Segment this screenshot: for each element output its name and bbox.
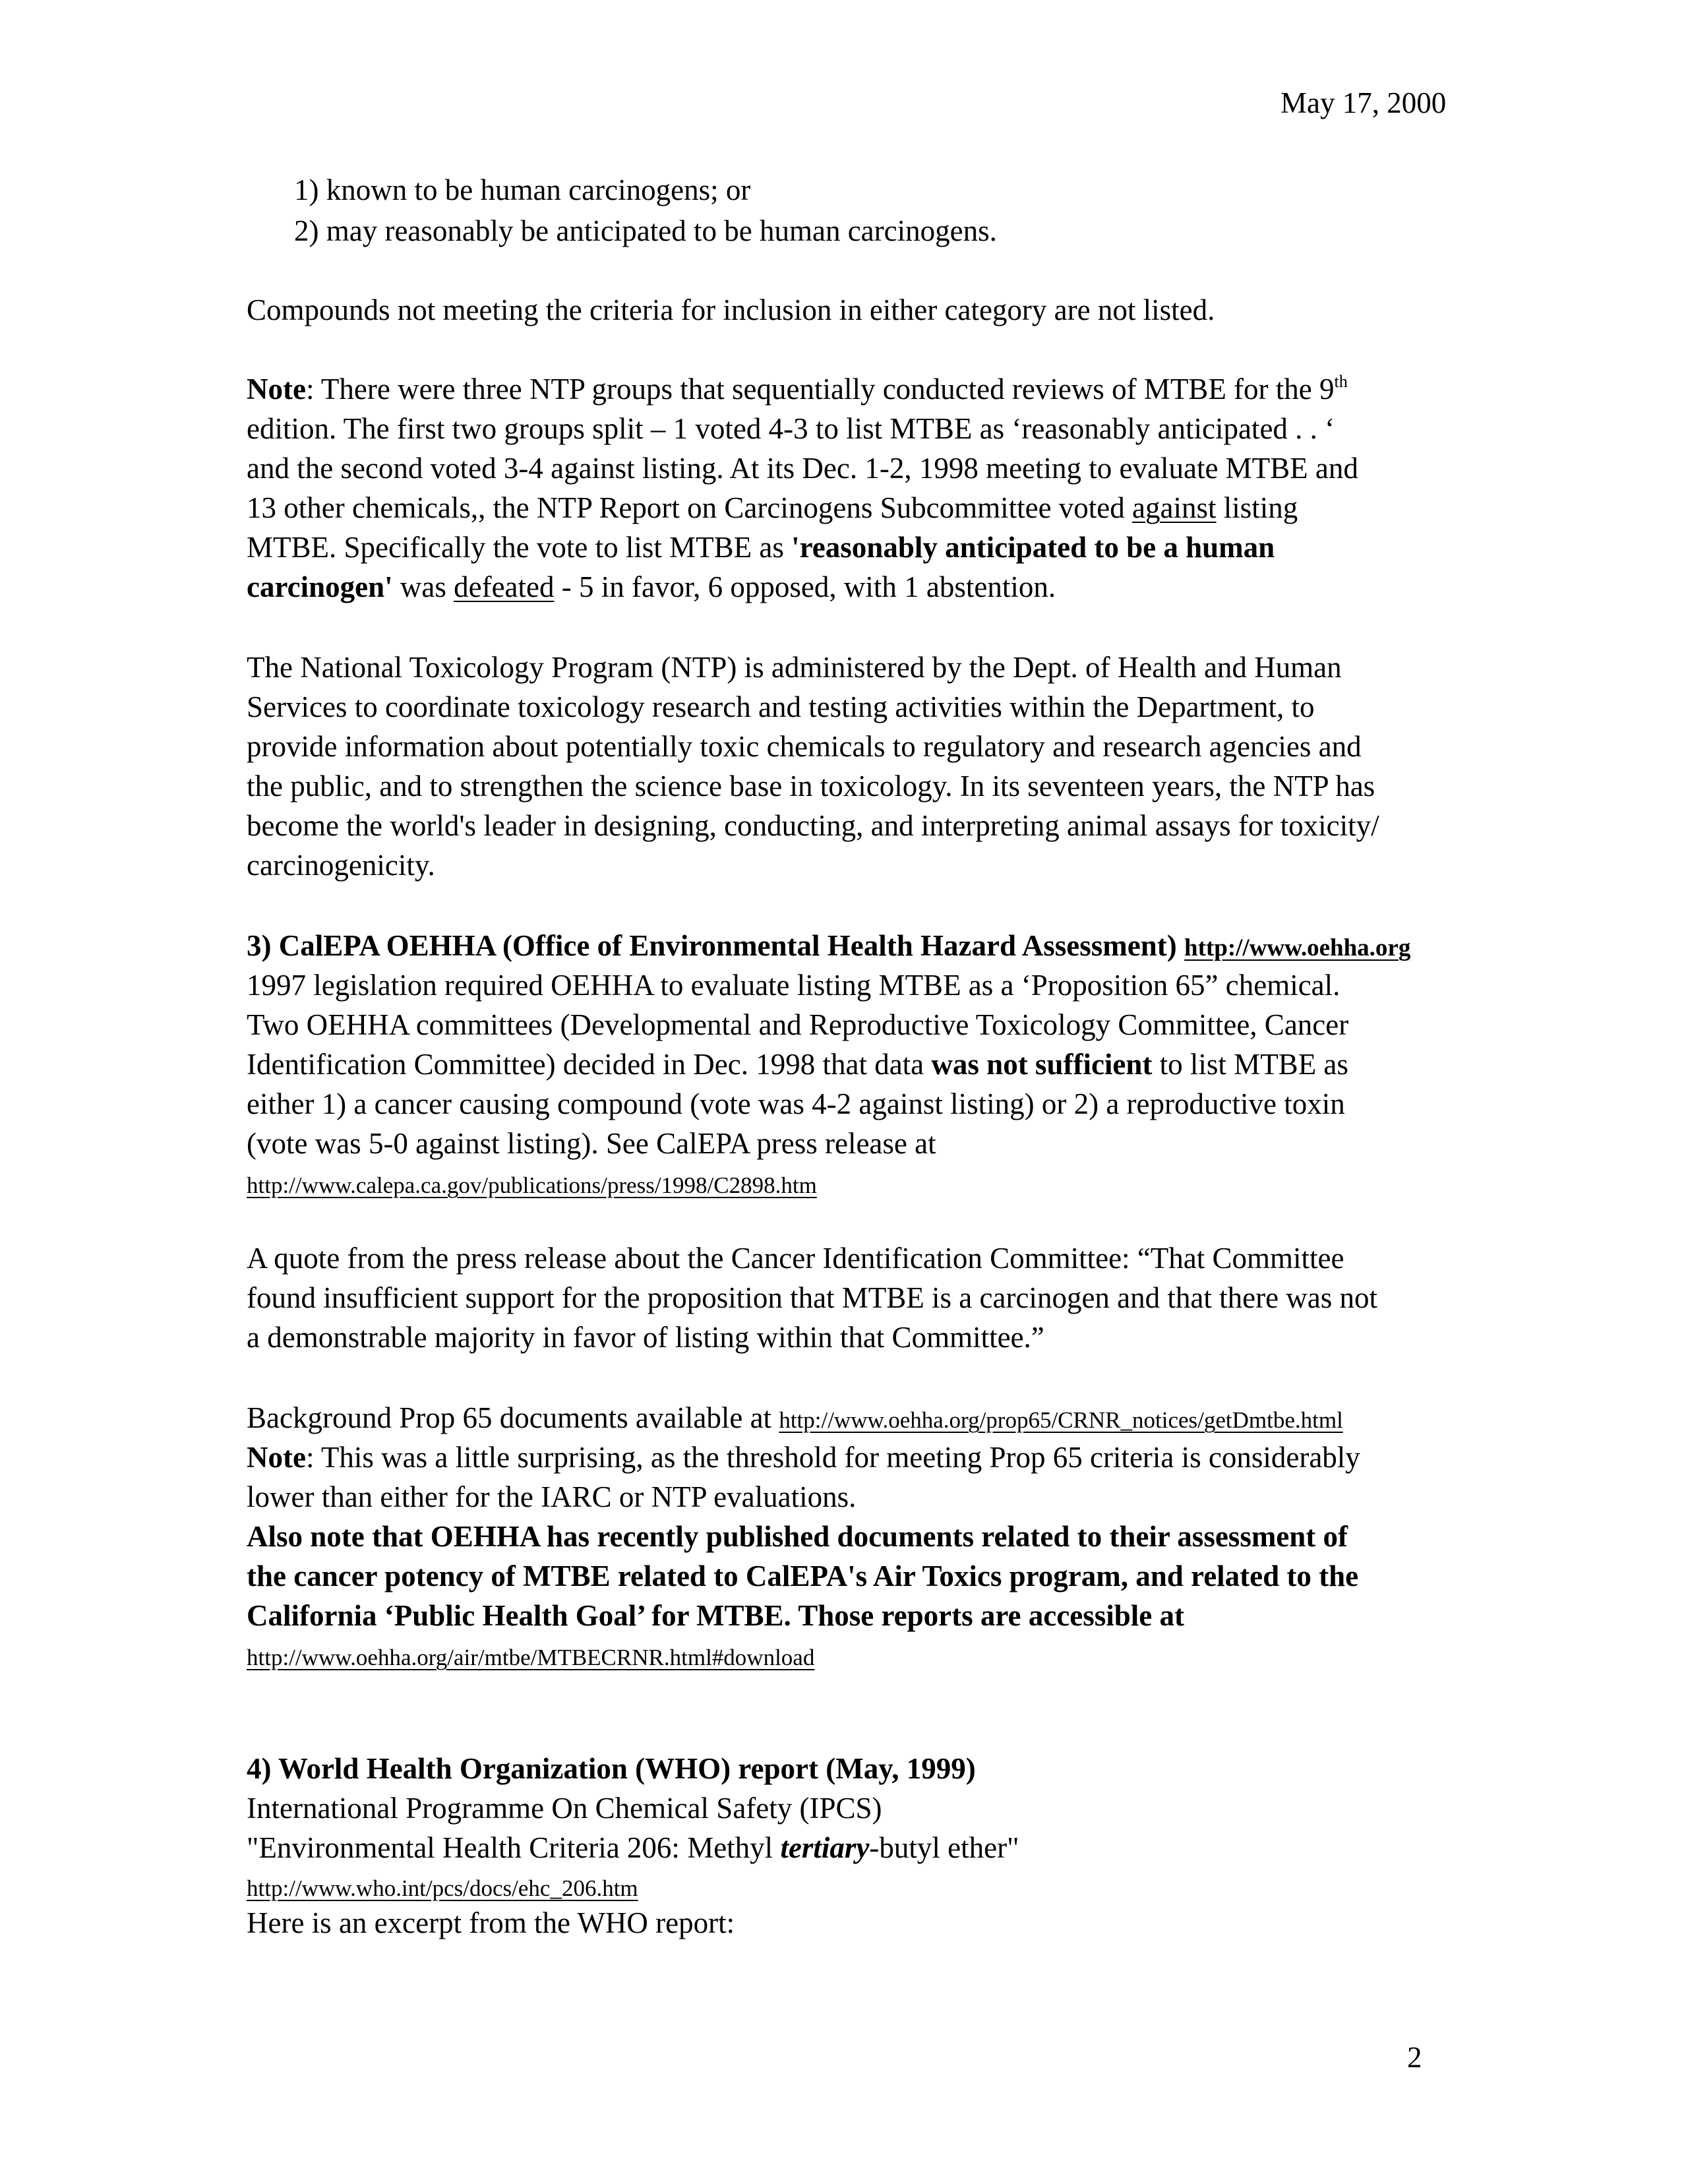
section-3-line-1: 1997 legislation required OEHHA to evaluate listing MTBE as a ‘Proposition 65” chemical. <box>247 969 1341 1002</box>
quote-line-2: found insufficient support for the proposition that MTBE is a carcinogen and that there was not <box>247 1281 1378 1314</box>
section-4-heading: 4) World Health Organization (WHO) report (May, 1999) <box>247 1752 976 1785</box>
section-4-line-3: Here is an excerpt from the WHO report: <box>247 1906 735 1939</box>
ntp-note-line-6: carcinogen' was defeated - 5 in favor, 6 opposed, with 1 abstention. <box>247 570 1056 603</box>
section-3-line-4: either 1) a cancer causing compound (vote was 4-2 against listing) or 2) a reproductive toxin <box>247 1087 1345 1120</box>
section-3-line-2: Two OEHHA committees (Developmental and Reproductive Toxicology Committee, Cancer <box>247 1008 1349 1041</box>
note-label: Note <box>247 1441 306 1474</box>
superscript: th <box>1334 372 1348 391</box>
quote-line-3: a demonstrable majority in favor of listing within that Committee.” <box>247 1321 1044 1354</box>
section-3-line-5: (vote was 5-0 against listing). See CalEPA press release at <box>247 1127 936 1160</box>
compounds-paragraph: Compounds not meeting the criteria for inclusion in either category are not listed. <box>247 293 1215 326</box>
section-3-heading: 3) CalEPA OEHHA (Office of Environmental Health Hazard Assessment) http://www.oehha.org <box>247 929 1411 962</box>
list-item-1: 1) known to be human carcinogens; or <box>294 173 751 206</box>
calepa-press-link[interactable]: http://www.calepa.ca.gov/publications/press/1998/C2898.htm <box>247 1172 817 1198</box>
ntp-note-line-2: edition. The first two groups split – 1 voted 4-3 to list MTBE as ‘reasonably anticipated . . ‘ <box>247 412 1335 445</box>
section-3-line-3: Identification Committee) decided in Dec. 1998 that data was not sufficient to list MTBE as <box>247 1048 1348 1081</box>
prop65-note-line-2: lower than either for the IARC or NTP evaluations. <box>247 1480 857 1513</box>
ntp-paragraph-line-4: the public, and to strengthen the science base in toxicology. In its seventeen years, the NTP has <box>247 770 1375 803</box>
ntp-paragraph-line-5: become the world's leader in designing, conducting, and interpreting animal assays for toxicity/ <box>247 809 1379 842</box>
section-4-line-1: International Programme On Chemical Safety (IPCS) <box>247 1792 882 1825</box>
section-4-line-2: "Environmental Health Criteria 206: Methyl tertiary-butyl ether" <box>247 1831 1019 1864</box>
ntp-note-line-5: MTBE. Specifically the vote to list MTBE as 'reasonably anticipated to be a human <box>247 531 1275 564</box>
quote-line-1: A quote from the press release about the Cancer Identification Committee: “That Committee <box>247 1242 1344 1275</box>
note-label: Note <box>247 373 306 406</box>
prop65-background-line: Background Prop 65 documents available at http://www.oehha.org/prop65/CRNR_notices/getDmtbe.html <box>247 1401 1343 1434</box>
document-date: May 17, 2000 <box>1281 86 1447 119</box>
list-item-2: 2) may reasonably be anticipated to be human carcinogens. <box>294 214 997 247</box>
ntp-paragraph-line-6: carcinogenicity. <box>247 849 435 882</box>
also-note-line-3: California ‘Public Health Goal’ for MTBE. Those reports are accessible at <box>247 1599 1184 1632</box>
page-number: 2 <box>1407 2041 1422 2074</box>
prop65-note-line-1: Note: This was a little surprising, as the threshold for meeting Prop 65 criteria is considerably <box>247 1441 1360 1474</box>
underlined-word: defeated <box>454 570 555 603</box>
also-note-line-1: Also note that OEHHA has recently published documents related to their assessment of <box>247 1520 1348 1553</box>
oehha-mtbe-download-link[interactable]: http://www.oehha.org/air/mtbe/MTBECRNR.html#download <box>247 1645 815 1670</box>
who-ehc-206-link[interactable]: http://www.who.int/pcs/docs/ehc_206.htm <box>247 1875 638 1901</box>
who-link-line <box>247 1866 638 1908</box>
oehha-air-link-line <box>247 1635 814 1678</box>
ntp-paragraph-line-1: The National Toxicology Program (NTP) is administered by the Dept. of Health and Human <box>247 651 1342 684</box>
underlined-word: against <box>1132 491 1217 524</box>
also-note-line-2: the cancer potency of MTBE related to CalEPA's Air Toxics program, and related to the <box>247 1560 1359 1592</box>
oehha-link[interactable]: http://www.oehha.org <box>1184 934 1411 961</box>
ntp-note-line-3: and the second voted 3-4 against listing. At its Dec. 1-2, 1998 meeting to evaluate MTBE and <box>247 452 1358 485</box>
prop65-documents-link[interactable]: http://www.oehha.org/prop65/CRNR_notices/getDmtbe.html <box>779 1407 1343 1433</box>
ntp-paragraph-line-2: Services to coordinate toxicology research and testing activities within the Department, to <box>247 690 1315 723</box>
ntp-note-line-1: Note: There were three NTP groups that sequentially conducted reviews of MTBE for the 9th <box>247 372 1348 406</box>
ntp-paragraph-line-3: provide information about potentially toxic chemicals to regulatory and research agencies and <box>247 730 1362 763</box>
ntp-note-line-4: 13 other chemicals,, the NTP Report on Carcinogens Subcommittee voted against listing <box>247 491 1298 524</box>
calepa-press-link-line <box>247 1163 817 1205</box>
